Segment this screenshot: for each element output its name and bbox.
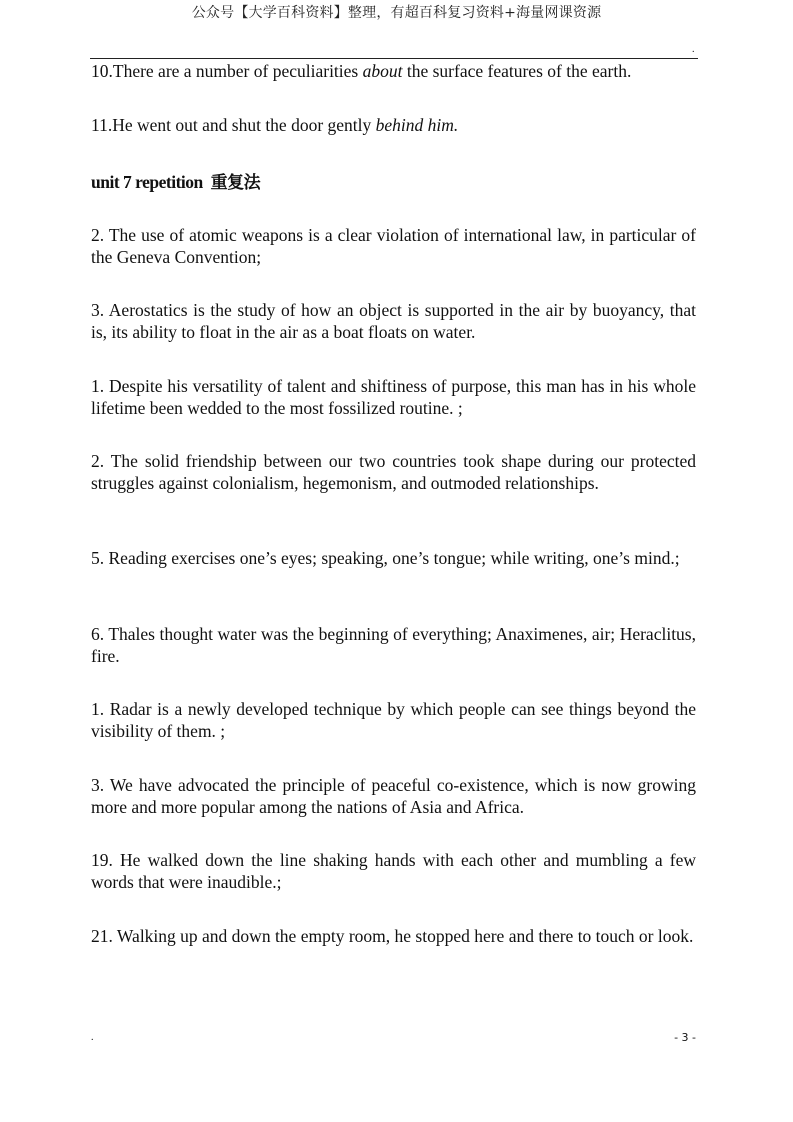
paragraph: 3. Aerostatics is the study of how an object is supported in the air by buoyancy, that is, its ability to float in the air as a boat floats on water. <box>91 300 696 342</box>
header-dot: . <box>692 44 695 55</box>
paragraph: 2. The use of atomic weapons is a clear violation of international law, in particular of the Geneva Convention; <box>91 225 696 267</box>
sentence-10: 10.There are a number of peculiarities about the surface features of the earth. <box>91 61 632 81</box>
header-rule <box>90 58 698 59</box>
section-heading: unit 7 repetition 重复法 <box>91 172 261 193</box>
paragraph: 21. Walking up and down the empty room, he stopped here and there to touch or look. <box>91 926 694 946</box>
paragraph: 6. Thales thought water was the beginning of everything; Anaximenes, air; Heraclitus, fire. <box>91 624 696 666</box>
sentence-11: 11.He went out and shut the door gently behind him. <box>91 115 459 135</box>
paragraph: 3. We have advocated the principle of peaceful co-existence, which is now growing more and more popular among the nations of Asia and Africa. <box>91 775 696 817</box>
watermark-header: 公众号【大学百科资料】整理，有超百科复习资料+海量网课资源 <box>191 5 602 21</box>
paragraph: 1. Radar is a newly developed technique by which people can see things beyond the visibility of them. ; <box>91 699 696 741</box>
paragraph: 5. Reading exercises one’s eyes; speaking, one’s tongue; while writing, one’s mind.; <box>91 548 680 568</box>
paragraph: 2. The solid friendship between our two countries took shape during our protected struggles against colonialism, hegemonism, and outmoded relationships. <box>91 451 696 493</box>
page-number: - 3 - <box>674 1031 696 1044</box>
footer-dot: . <box>91 1032 94 1043</box>
paragraph: 1. Despite his versatility of talent and shiftiness of purpose, this man has in his whole lifetime been wedded to the most fossilized routine. ; <box>91 376 696 418</box>
paragraph: 19. He walked down the line shaking hands with each other and mumbling a few words that were inaudible.; <box>91 850 696 892</box>
